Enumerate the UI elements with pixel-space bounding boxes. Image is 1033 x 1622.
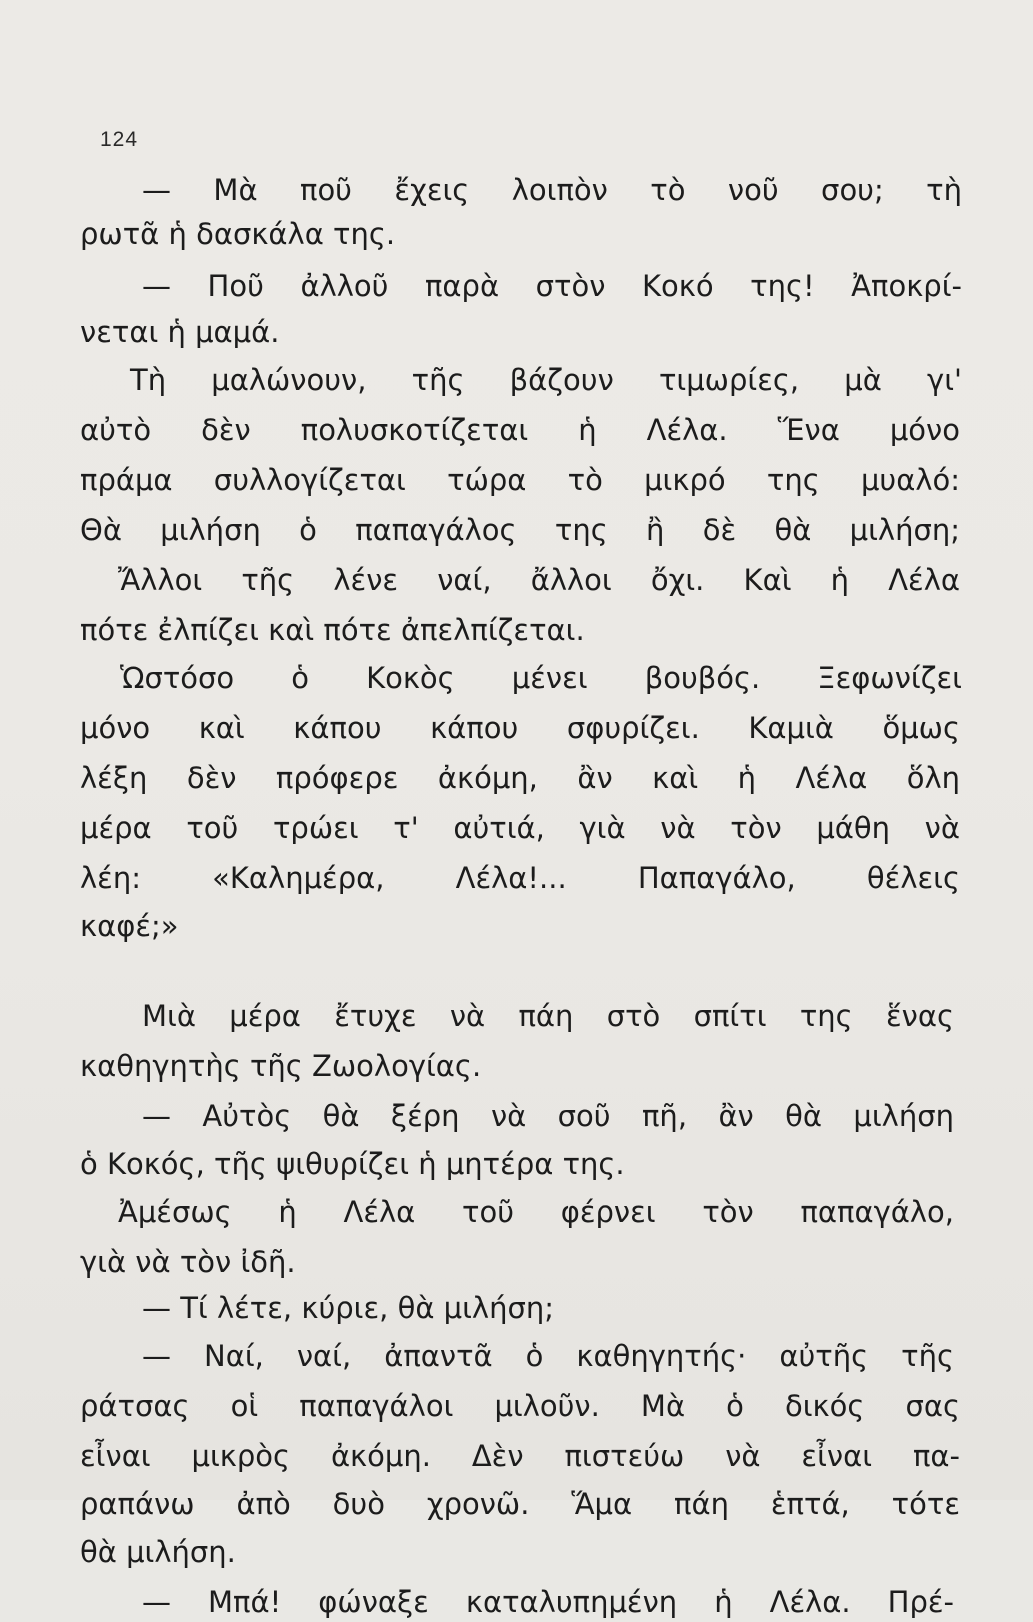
- text-line: Μιὰ μέρα ἔτυχε νὰ πάη στὸ σπίτι της ἕνας: [142, 999, 954, 1033]
- text-line: ὁ Κοκός, τῆς ψιθυρίζει ἡ μητέρα της.: [80, 1147, 625, 1181]
- text-line: μόνο καὶ κάπου κάπου σφυρίζει. Καμιὰ ὅμως: [80, 711, 960, 745]
- text-line: πράμα συλλογίζεται τώρα τὸ μικρό της μυαλό:: [80, 463, 960, 497]
- text-line: λέξη δὲν πρόφερε ἀκόμη, ἂν καὶ ἡ Λέλα ὅλη: [80, 761, 960, 795]
- text-line: καθηγητὴς τῆς Ζωολογίας.: [80, 1049, 482, 1083]
- text-line: αὐτὸ δὲν πολυσκοτίζεται ἡ Λέλα. Ἕνα μόνο: [80, 413, 960, 447]
- text-line: Θὰ μιλήση ὁ παπαγάλος της ἢ δὲ θὰ μιλήση;: [80, 513, 960, 547]
- text-line: — Ποῦ ἀλλοῦ παρὰ στὸν Κοκό της! Ἀποκρί-: [142, 269, 962, 303]
- text-line: ρωτᾶ ἡ δασκάλα της.: [80, 217, 396, 251]
- text-line: μέρα τοῦ τρώει τ' αὐτιά, γιὰ νὰ τὸν μάθη νὰ: [80, 811, 960, 845]
- text-line: νεται ἡ μαμά.: [80, 315, 280, 349]
- text-line: γιὰ νὰ τὸν ἰδῆ.: [80, 1245, 296, 1279]
- text-line: λέη: «Καλημέρα, Λέλα!... Παπαγάλο, θέλεις: [80, 861, 960, 895]
- text-line: πότε ἐλπίζει καὶ πότε ἀπελπίζεται.: [80, 613, 585, 647]
- text-line: Ὡστόσο ὁ Κοκὸς μένει βουβός. Ξεφωνίζει: [120, 661, 962, 695]
- text-line: — Αὐτὸς θὰ ξέρη νὰ σοῦ πῆ, ἂν θὰ μιλήση: [142, 1099, 954, 1133]
- text-line: Ἄλλοι τῆς λένε ναί, ἄλλοι ὄχι. Καὶ ἡ Λέλα: [118, 563, 960, 597]
- text-line: ράτσας οἱ παπαγάλοι μιλοῦν. Μὰ ὁ δικός σας: [80, 1389, 960, 1423]
- text-line: θὰ μιλήση.: [80, 1535, 236, 1569]
- text-line: καφέ;»: [80, 909, 179, 943]
- text-line: εἶναι μικρὸς ἀκόμη. Δὲν πιστεύω νὰ εἶναι πα-: [80, 1439, 960, 1473]
- text-line: Τὴ μαλώνουν, τῆς βάζουν τιμωρίες, μὰ γι': [130, 363, 962, 397]
- text-line: Ἀμέσως ἡ Λέλα τοῦ φέρνει τὸν παπαγάλο,: [118, 1195, 954, 1229]
- text-line: — Ναί, ναί, ἀπαντᾶ ὁ καθηγητής· αὐτῆς τῆς: [142, 1339, 954, 1373]
- text-line: ραπάνω ἀπὸ δυὸ χρονῶ. Ἅμα πάη ἑπτά, τότε: [80, 1487, 960, 1521]
- text-line: — Μπά! φώναξε καταλυπημένη ἡ Λέλα. Πρέ-: [142, 1585, 954, 1619]
- text-line: — Μὰ ποῦ ἔχεις λοιπὸν τὸ νοῦ σου; τὴ: [142, 173, 962, 207]
- text-line: — Τί λέτε, κύριε, θὰ μιλήση;: [142, 1291, 554, 1325]
- page-number: 124: [100, 128, 139, 151]
